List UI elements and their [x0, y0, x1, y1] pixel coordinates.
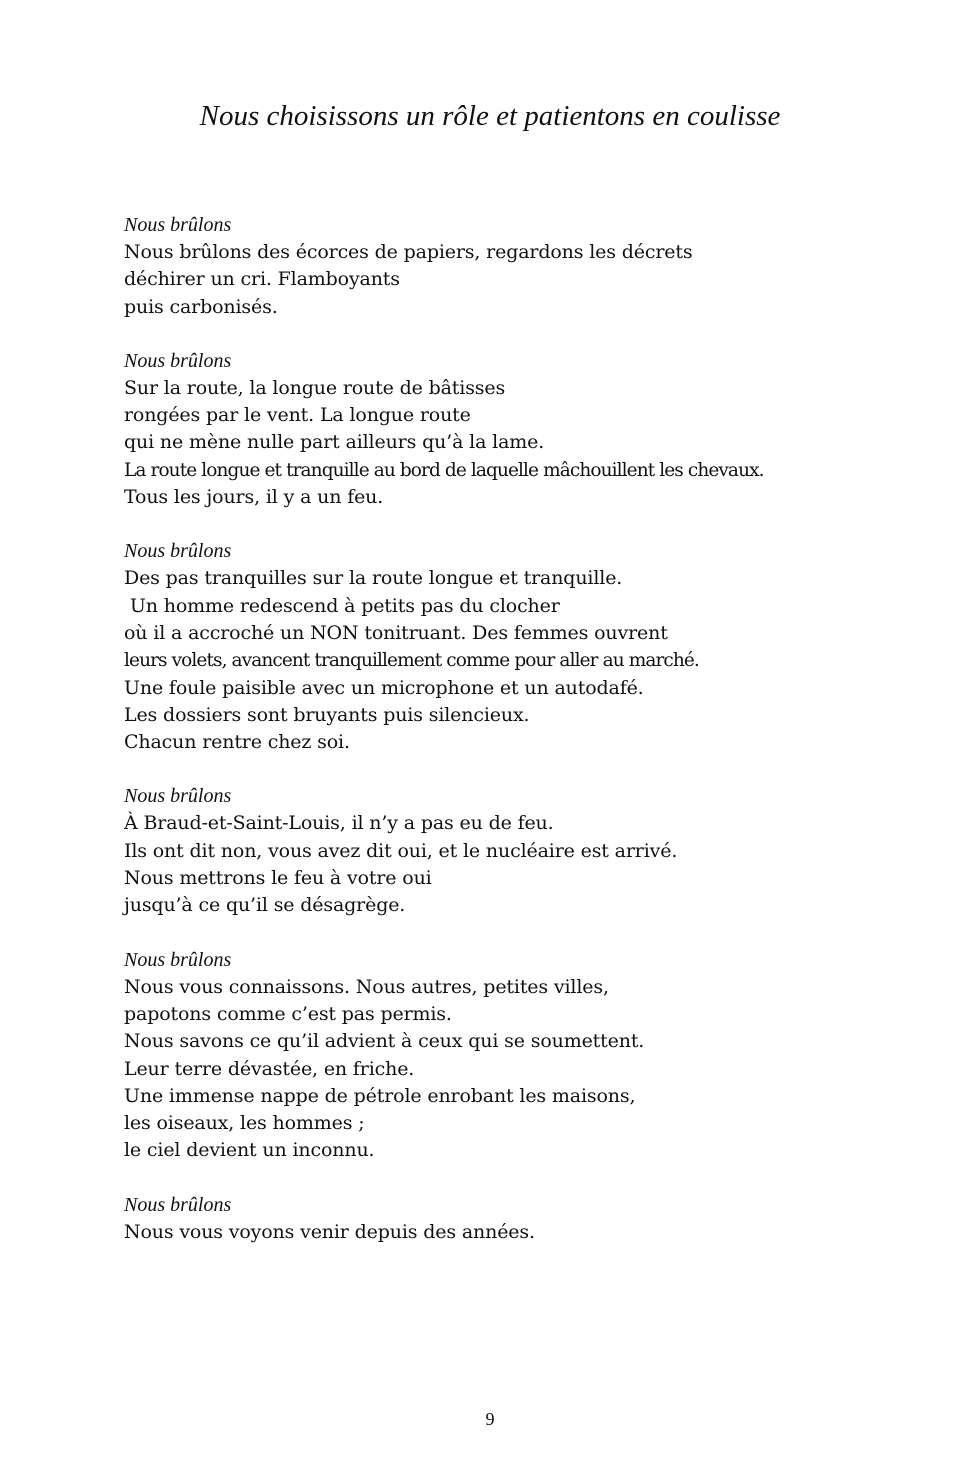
verse-line: papotons comme c’est pas permis. — [124, 1002, 452, 1025]
page-number: 9 — [485, 1409, 495, 1429]
stanza-1 — [124, 212, 884, 321]
verse-line: Une immense nappe de pétrole enrobant les maisons, — [124, 1084, 636, 1107]
stanza-6 — [124, 1192, 884, 1246]
verse-line: où il a accroché un NON tonitruant. Des femmes ouvrent — [124, 621, 668, 644]
verse-line: Une foule paisible avec un microphone et un autodafé. — [124, 676, 644, 699]
verse-line: le ciel devient un inconnu. — [124, 1139, 375, 1162]
stanza-4 — [124, 783, 884, 919]
stanza-refrain: Nous brûlons — [124, 214, 232, 236]
verse-line: Un homme redescend à petits pas du clocher — [124, 594, 560, 617]
verse-line: Leur terre dévastée, en friche. — [124, 1057, 415, 1080]
stanza-5 — [124, 947, 884, 1165]
stanza-refrain: Nous brûlons — [124, 349, 232, 372]
poem-body — [124, 212, 884, 1273]
stanza-refrain: Nous brûlons — [124, 540, 232, 563]
verse-line: Nous brûlons des écorces de papiers, regardons les décrets — [124, 241, 693, 263]
verse-line: Tous les jours, il y a un feu. — [124, 486, 384, 509]
verse-line: qui ne mène nulle part ailleurs qu’à la lame. — [124, 431, 545, 454]
verse-line: Sur la route, la longue route de bâtisses — [124, 376, 506, 399]
poem-title: Nous choisissons un rôle et patientons en coulisse — [199, 100, 781, 132]
stanza-3 — [124, 538, 884, 756]
verse-line: Ils ont dit non, vous avez dit oui, et le nucléaire est arrivé. — [124, 839, 678, 862]
verse-line: rongées par le vent. La longue route — [124, 404, 471, 427]
verse-line: La route longue et tranquille au bord de laquelle mâchouillent les chevaux. — [124, 459, 764, 481]
verse-line: jusqu’à ce qu’il se désagrège. — [124, 894, 406, 917]
stanza-2 — [124, 348, 884, 511]
verse-line: À Braud-et-Saint-Louis, il n’y a pas eu de feu. — [124, 812, 554, 835]
verse-line: Nous savons ce qu’il advient à ceux qui se soumettent. — [124, 1030, 645, 1053]
verse-line: les oiseaux, les hommes ; — [124, 1112, 365, 1135]
verse-line: Nous mettrons le feu à votre oui — [124, 867, 432, 890]
stanza-refrain: Nous brûlons — [124, 785, 232, 808]
verse-line: Nous vous voyons venir depuis des années. — [124, 1220, 535, 1243]
verse-line: déchirer un cri. Flamboyants — [124, 268, 400, 291]
verse-line: Chacun rentre chez soi. — [124, 731, 350, 754]
verse-line: leurs volets, avancent tranquillement comme pour aller au marché. — [124, 650, 699, 672]
verse-line: puis carbonisés. — [124, 295, 278, 318]
stanza-refrain: Nous brûlons — [124, 948, 232, 971]
verse-line: Les dossiers sont bruyants puis silencieux. — [124, 703, 530, 726]
stanza-refrain: Nous brûlons — [124, 1193, 232, 1216]
verse-line: Nous vous connaissons. Nous autres, petites villes, — [124, 975, 609, 998]
verse-line: Des pas tranquilles sur la route longue et tranquille. — [124, 567, 623, 590]
